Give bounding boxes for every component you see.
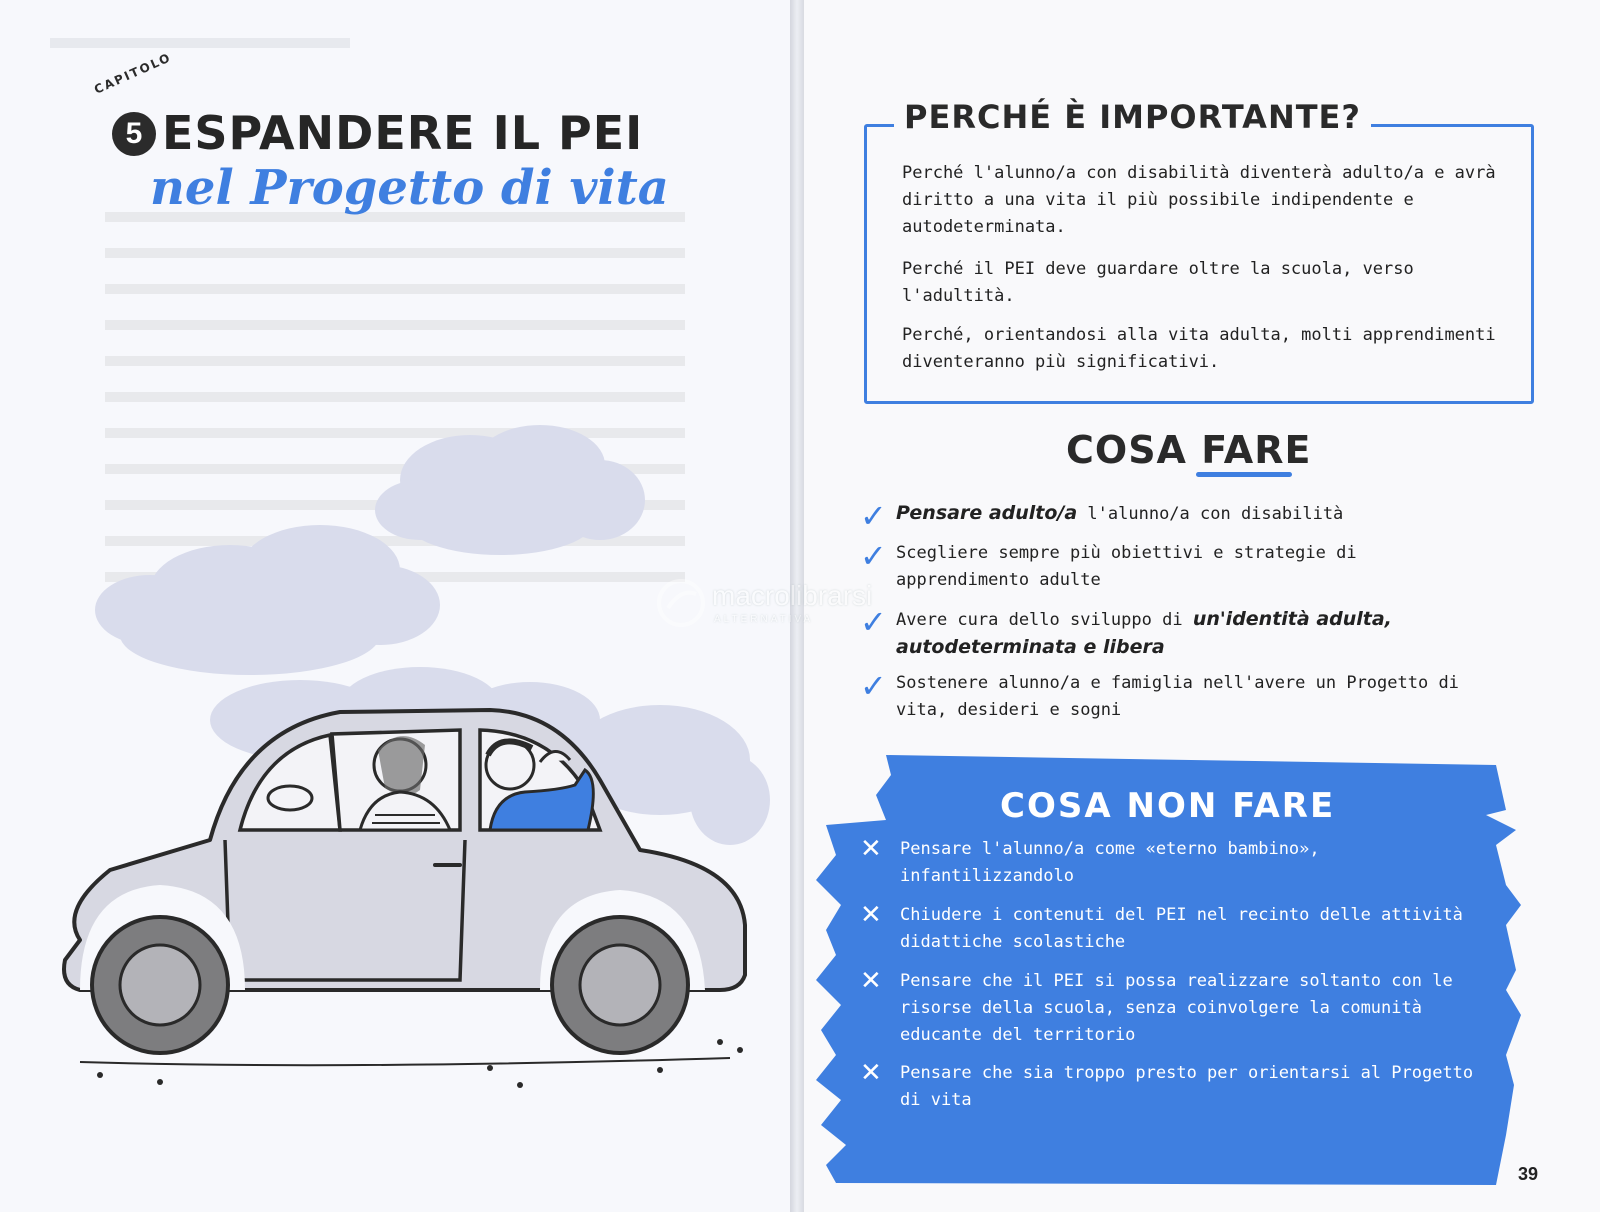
car-with-passengers-illustration [40, 690, 780, 1110]
do-item-highlight: Pensare adulto/a [896, 502, 1078, 524]
why-important-title: PERCHÉ È IMPORTANTE? [894, 98, 1371, 136]
dont-item-text: Pensare che sia troppo presto per orientarsi al Progetto di vita [900, 1063, 1474, 1110]
chapter-label: CAPITOLO [92, 50, 174, 97]
why-paragraph-1: Perché l'alunno/a con disabilità diventerà adulto/a e avrà diritto a una vita il più possibile indipendente e autodeterminata. [902, 163, 1496, 237]
check-icon: ✓ [860, 537, 887, 575]
cross-icon: ✕ [860, 966, 882, 996]
cross-icon: ✕ [860, 900, 882, 930]
chapter-subtitle: nel Progetto di vita [150, 160, 669, 216]
do-item-highlight: un'identità adulta, autodeterminata e libera [896, 608, 1392, 658]
do-item-text: Sostenere alunno/a e famiglia nell'avere un Progetto di vita, desideri e sogni [896, 673, 1459, 720]
do-item-text: Avere cura dello sviluppo di [896, 610, 1193, 630]
do-item-text: l'alunno/a con disabilità [1077, 504, 1344, 524]
do-item-text: Scegliere sempre più obiettivi e strategie di apprendimento adulte [896, 543, 1357, 590]
cosa-fare-title [1066, 428, 1311, 472]
chapter-number-badge: 5 [112, 112, 156, 156]
chapter-title: ESPANDERE IL PEI [162, 106, 644, 160]
watermark-tagline: ALTERNATIVA [714, 614, 814, 625]
check-icon: ✓ [860, 667, 887, 705]
cosa-non-fare-title: COSA NON FARE [1000, 786, 1336, 826]
check-icon: ✓ [860, 497, 887, 535]
fare-underline [1196, 472, 1292, 477]
watermark-logo-icon [656, 578, 706, 628]
cross-icon: ✕ [860, 834, 882, 864]
cosa-fare-title-part2: FARE [1201, 428, 1312, 472]
check-icon: ✓ [860, 603, 887, 641]
watermark [656, 576, 956, 641]
page-number: 39 [1518, 1164, 1539, 1184]
cosa-fare-title-part1: COSA [1066, 428, 1187, 472]
watermark-brand: macrolibrarsi [712, 580, 873, 611]
why-paragraph-2: Perché il PEI deve guardare oltre la scuola, verso l'adultità. [902, 259, 1414, 306]
cross-icon: ✕ [860, 1058, 882, 1088]
dont-item-text: Pensare l'alunno/a come «eterno bambino», infantilizzandolo [900, 839, 1320, 886]
dont-item-text: Pensare che il PEI si possa realizzare soltanto con le risorse della scuola, senza coinvolgere la comunità educante del territorio [900, 971, 1453, 1045]
dont-item-text: Chiudere i contenuti del PEI nel recinto delle attività didattiche scolastiche [900, 905, 1463, 952]
why-paragraph-3: Perché, orientandosi alla vita adulta, molti apprendimenti diventeranno più significativi. [902, 325, 1496, 372]
